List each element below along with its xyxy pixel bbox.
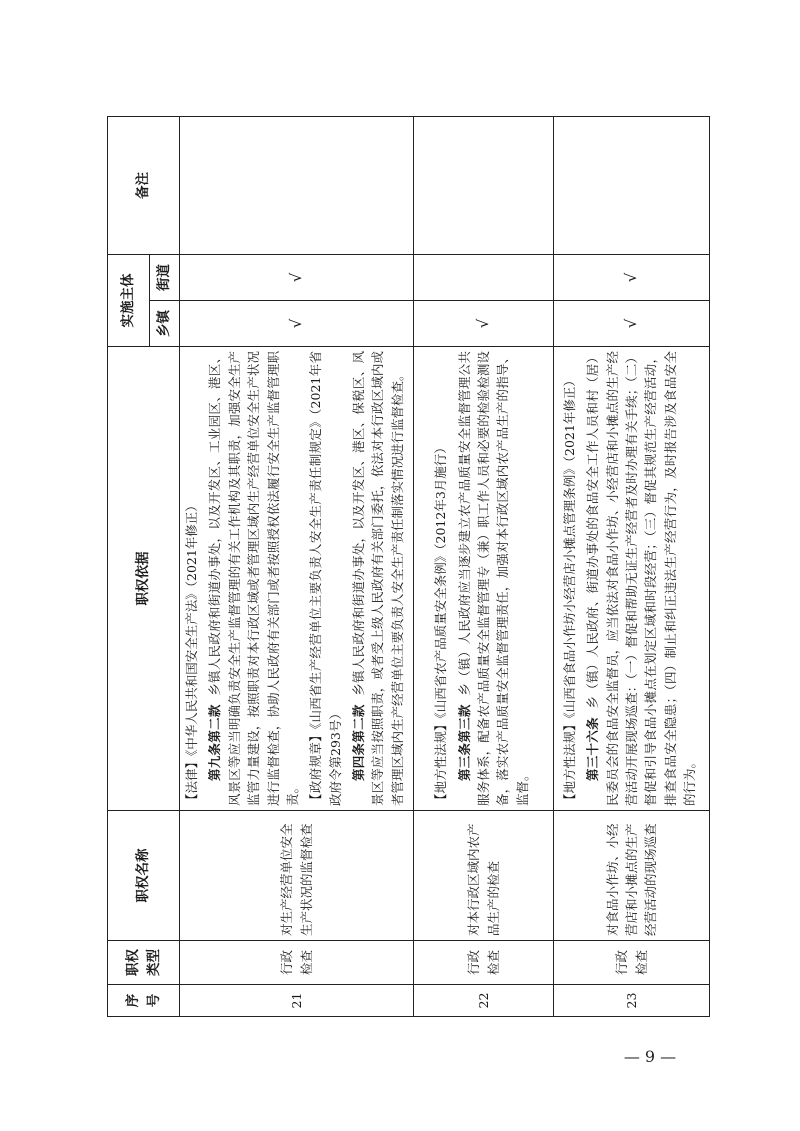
table-row <box>414 117 554 1017</box>
row-basis <box>554 347 710 811</box>
check-mark-icon: √ <box>474 318 492 329</box>
table-row <box>180 117 414 1017</box>
header-street: 街道 <box>150 255 180 301</box>
row-type: 行政检查 <box>180 941 414 985</box>
basis-text: 乡（镇）人民政府应当逐步建立农产品质量安全监督管理公共服务体系，配备农产品质量安全监督管理专（兼）职工作人员和必要的检验检测设备，落实农产品质量安全监督管理责任，加强对本行政区域内农产品生产的指导、监督。 <box>456 351 530 806</box>
street-check <box>414 255 554 301</box>
row-name: 对本行政区域内农产品生产的检查 <box>414 811 554 941</box>
row-name: 对食品小作坊、小经营店和小摊点的生产经营活动的现场巡查 <box>554 811 710 941</box>
street-check <box>554 255 710 301</box>
header-basis: 职权依据 <box>108 347 180 811</box>
header-subject: 实施主体 <box>108 255 150 347</box>
check-mark-icon: √ <box>622 318 640 329</box>
row-remark <box>180 117 414 255</box>
row-type: 行政检查 <box>414 941 554 985</box>
row-type: 行政检查 <box>554 941 710 985</box>
authority-table <box>107 116 710 1017</box>
header-name: 职权名称 <box>108 811 180 941</box>
basis-text: 乡（镇）人民政府、街道办事处的食品安全工作人员和村（居）民委员会的食品安全监督员，应当依法对食品小作坊、小经营店和小摊点的生产经营活动开展现场巡查：（一）督促和帮助无证生产经营者及时办理有关手续；（二）督促和引导食品小摊点在划定区域和时段经营；（三）督促其规范生产经营活动，排查食品安全隐患；（四）制止和纠正违法生产经营行为，及时报告涉及食品安全的行为。 <box>585 351 698 806</box>
basis-title: 【法律】《中华人民共和国安全生产法》（2021年修正） <box>184 499 199 806</box>
row-no: 23 <box>554 985 710 1017</box>
basis-text: 乡镇人民政府和街道办事处，以及开发区、工业园区、港区、风景区等应当明确负责安全生产监督管理的有关工作机构及其职责，加强安全生产监管力量建设，按照职责对本行政区域或者管理区域内生产经营单位安全生产状况进行监督检查，协助人民政府有关部门或者按照授权依法履行安全生产监督管理职责。 <box>207 351 300 806</box>
basis-title: 【政府规章】《山西省生产经营单位主要负责人安全生产责任制规定》（2021年省政府令第293号） <box>308 351 343 806</box>
check-mark-icon: √ <box>622 272 640 283</box>
basis-title: 【地方性法规】《山西省农产品质量安全条例》（2012年3月施行） <box>433 441 449 806</box>
header-type: 职权类型 <box>108 941 180 985</box>
basis-text: 乡镇人民政府和街道办事处，以及开发区、港区、保税区、风景区等应当按照职责，或者受上级人民政府有关部门委托，依法对本行政区域内或者管理区域内生产经营单位主要负责人安全生产责任制落实情况进行监督检查。 <box>351 351 405 806</box>
basis-article: 第三十六条 <box>585 717 601 781</box>
basis-paragraph <box>583 351 699 806</box>
basis-title: 【地方性法规】《山西省食品小作坊小经营店小摊点管理条例》（2021年修正） <box>561 374 577 806</box>
town-check <box>554 301 710 347</box>
basis-paragraph <box>349 351 407 806</box>
page-number: — 9 — <box>623 1047 677 1066</box>
row-remark <box>414 117 554 255</box>
street-check <box>180 255 414 301</box>
basis-paragraph <box>205 351 302 806</box>
town-check <box>180 301 414 347</box>
check-mark-icon: √ <box>286 318 305 329</box>
basis-article: 第四条第二款 <box>351 704 366 781</box>
row-no: 22 <box>414 985 554 1017</box>
rotated-table-wrapper <box>107 117 698 1017</box>
row-remark <box>554 117 710 255</box>
header-remark: 备注 <box>108 117 180 255</box>
header-no: 序号 <box>108 985 180 1017</box>
basis-article: 第三条第三款 <box>456 704 472 781</box>
check-mark-icon: √ <box>286 272 305 283</box>
basis-article: 第九条第二款 <box>207 704 223 781</box>
header-town: 乡镇 <box>150 301 180 347</box>
row-basis <box>180 347 414 811</box>
table-row <box>554 117 710 1017</box>
basis-paragraph <box>455 351 533 806</box>
town-check <box>414 301 554 347</box>
row-no: 21 <box>180 985 414 1017</box>
row-name: 对生产经营单位安全生产状况的监督检查 <box>180 811 414 941</box>
row-basis <box>414 347 554 811</box>
